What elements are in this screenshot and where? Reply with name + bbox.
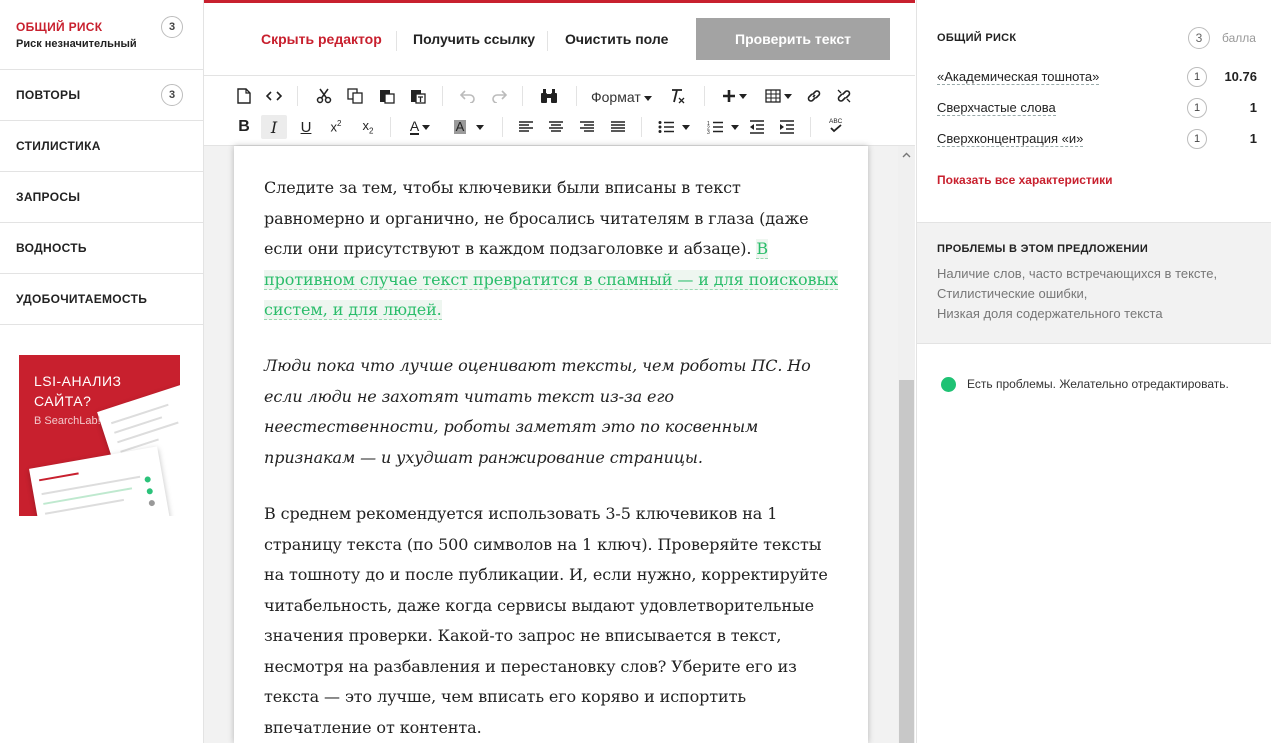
metric-name-link[interactable]: «Академическая тошнота» — [937, 69, 1100, 84]
copy-icon[interactable] — [342, 84, 368, 108]
promo-subtitle: В SearchLab! — [34, 415, 101, 427]
panel-title: ОБЩИЙ РИСК — [937, 32, 1017, 44]
superscript-icon[interactable]: $x^2$ — [330, 119, 342, 135]
format-dropdown[interactable] — [591, 89, 652, 105]
sidebar-item-label: УДОБОЧИТАЕМОСТЬ — [16, 292, 148, 306]
analysis-panel — [916, 0, 1271, 743]
insert-plus-icon[interactable] — [716, 84, 752, 108]
redo-icon[interactable] — [486, 84, 512, 108]
action-bar — [204, 0, 915, 76]
metric-badge: 1 — [1187, 98, 1207, 118]
risk-level-text: Риск незначительный — [16, 37, 137, 50]
sidebar-item-label: ЗАПРОСЫ — [16, 190, 81, 204]
score-badge: 3 — [1188, 27, 1210, 49]
link-icon[interactable] — [801, 84, 827, 108]
status-indicator — [941, 375, 1229, 393]
subscript-icon[interactable]: $x_2$ — [362, 118, 374, 136]
divider — [547, 31, 548, 51]
sidebar-item-label: СТИЛИСТИКА — [16, 139, 101, 153]
left-sidebar — [0, 0, 204, 743]
sidebar-item-readability[interactable] — [0, 274, 203, 325]
chevron-down-icon — [476, 125, 484, 130]
metric-row — [937, 129, 1257, 151]
svg-text:ABC: ABC — [829, 118, 843, 125]
sidebar-item-wateriness[interactable] — [0, 223, 203, 274]
promo-card-illustration — [29, 446, 171, 516]
promo-title-line: САЙТА? — [34, 393, 92, 409]
align-left-icon[interactable] — [513, 115, 539, 139]
undo-icon[interactable] — [455, 84, 481, 108]
sidebar-item-overall-risk[interactable] — [0, 0, 203, 70]
paragraph[interactable] — [264, 173, 844, 326]
editor-toolbar — [204, 76, 915, 146]
paragraph[interactable]: В среднем рекомендуется использовать 3-5 ключевиков на 1 страницу текста (по 500 символов на 1 ключ). Проверяйте тексты на тошноту до и после публикации. И, если нужно, корректируйте читабельность, даже когда сервисы выдают удовлетворительные значения проверки. Какой-то запрос не вписывается в текст, несмотря на разбавления и перестановку слов? Уберите его из текста — это лучше, чем вписать его коряво и испортить впечатление от контента. — [264, 504, 828, 737]
metric-row — [937, 98, 1257, 120]
count-badge: 3 — [161, 16, 183, 38]
highlighted-sentence[interactable]: В противном случае текст превратится в спамный — и для поисковых систем, и для людей. — [264, 239, 838, 319]
unlink-icon[interactable] — [831, 84, 857, 108]
paragraph-italic[interactable]: Люди пока что лучше оценивают тексты, чем роботы ПС. Но если люди не захотят читать текст из-за его неестественности, роботы заметят это по косвенным признакам — и ухудшат ранжирование страницы. — [264, 356, 811, 467]
italic-icon[interactable]: I — [261, 115, 287, 139]
clear-field-button[interactable]: Очистить поле — [565, 31, 669, 47]
sidebar-item-repeats[interactable] — [0, 70, 203, 121]
metric-value: 1 — [1249, 131, 1257, 146]
sentence-problems-box — [917, 222, 1271, 344]
scroll-thumb[interactable] — [899, 380, 914, 743]
hide-editor-link[interactable]: Скрыть редактор — [261, 31, 382, 47]
sidebar-item-stylistics[interactable] — [0, 121, 203, 172]
indent-icon[interactable] — [774, 115, 800, 139]
editor-scrollbar[interactable] — [898, 146, 915, 743]
find-binoculars-icon[interactable] — [536, 84, 562, 108]
bold-icon[interactable]: B — [238, 118, 250, 135]
svg-text:2: 2 — [707, 125, 710, 132]
problem-item: Наличие слов, часто встречающихся в тексте, — [937, 266, 1218, 281]
underline-icon[interactable]: U — [300, 118, 312, 136]
metric-value: 10.76 — [1224, 69, 1257, 84]
sidebar-item-label: ОБЩИЙ РИСК — [16, 19, 103, 34]
metric-badge: 1 — [1187, 67, 1207, 87]
chevron-down-icon — [731, 125, 739, 130]
remove-format-icon[interactable] — [665, 84, 691, 108]
editor-document[interactable] — [234, 146, 868, 743]
bulleted-list-icon[interactable] — [652, 115, 696, 139]
show-all-characteristics-link[interactable]: Показать все характеристики — [937, 173, 1113, 187]
chevron-down-icon — [784, 94, 792, 99]
align-right-icon[interactable] — [574, 115, 600, 139]
problem-item: Стилистические ошибки, — [937, 286, 1088, 301]
sidebar-item-label: ПОВТОРЫ — [16, 88, 81, 102]
background-color-icon[interactable]: A — [447, 115, 491, 139]
svg-text:3: 3 — [707, 130, 710, 134]
check-text-button[interactable]: Проверить текст — [696, 18, 890, 60]
problems-title: ПРОБЛЕМЫ В ЭТОМ ПРЕДЛОЖЕНИИ — [937, 243, 1149, 255]
spellcheck-icon[interactable] — [823, 113, 849, 137]
format-dropdown-label: Формат — [591, 89, 641, 105]
sidebar-item-queries[interactable] — [0, 172, 203, 223]
numbered-list-icon[interactable] — [701, 115, 745, 139]
status-dot-icon — [941, 377, 956, 392]
promo-title — [34, 371, 121, 411]
score-unit: балла — [1222, 31, 1256, 45]
chevron-down-icon — [682, 125, 690, 130]
chevron-down-icon — [644, 96, 652, 101]
svg-text:1: 1 — [707, 121, 710, 127]
metric-name-link[interactable]: Сверхчастые слова — [937, 100, 1056, 115]
paragraph-text: Следите за тем, чтобы ключевики были вписаны в текст равномерно и органично, не бросались читателям в глаза (даже если они присутствуют в каждом подзаголовке и абзаце). — [264, 178, 809, 258]
count-badge: 3 — [161, 84, 183, 106]
new-document-icon[interactable] — [231, 84, 257, 108]
promo-title-line: LSI-АНАЛИЗ — [34, 373, 122, 389]
text-color-icon[interactable]: A — [402, 115, 438, 139]
paste-text-icon[interactable] — [405, 84, 431, 108]
problem-item: Низкая доля содержательного текста — [937, 306, 1163, 321]
chevron-down-icon — [422, 125, 430, 130]
divider — [396, 31, 397, 51]
table-icon[interactable] — [760, 84, 796, 108]
align-center-icon[interactable] — [543, 115, 569, 139]
get-link-button[interactable]: Получить ссылку — [413, 31, 536, 47]
metric-value: 1 — [1249, 100, 1257, 115]
promo-banner[interactable] — [19, 355, 180, 516]
metric-row — [937, 67, 1257, 89]
source-code-icon[interactable] — [261, 84, 287, 108]
scroll-up-icon[interactable] — [898, 146, 915, 163]
chevron-down-icon — [739, 94, 747, 99]
status-text: Есть проблемы. Желательно отредактировать. — [967, 377, 1229, 391]
paste-icon[interactable] — [374, 84, 400, 108]
metric-badge: 1 — [1187, 129, 1207, 149]
sidebar-item-label: ВОДНОСТЬ — [16, 241, 87, 255]
metric-name-link[interactable]: Сверхконцентрация «и» — [937, 131, 1084, 146]
cut-icon[interactable] — [311, 84, 337, 108]
outdent-icon[interactable] — [744, 115, 770, 139]
align-justify-icon[interactable] — [605, 115, 631, 139]
